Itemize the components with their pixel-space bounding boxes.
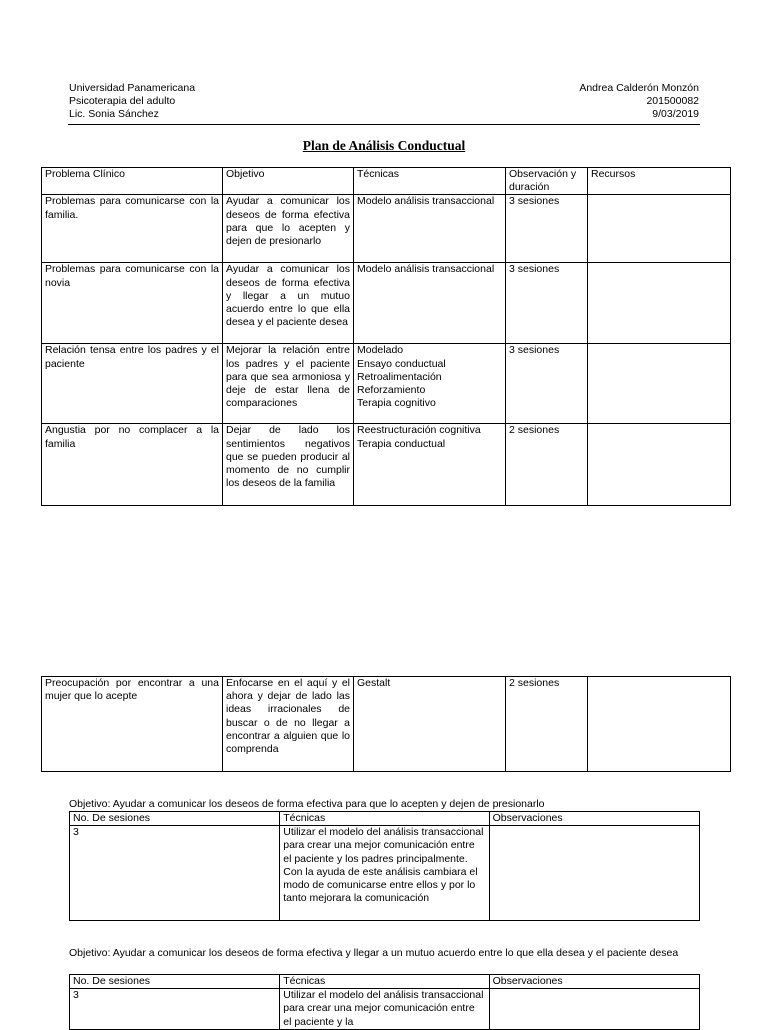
header-tecnicas: Técnicas	[280, 975, 489, 989]
header-divider	[68, 124, 700, 125]
cell-observaciones	[489, 989, 699, 1030]
cell-recursos	[588, 424, 731, 506]
objective-2: Objetivo: Ayudar a comunicar los deseos de forma efectiva y llegar a un mutuo acuerdo entre lo que ella desea y el paciente desea	[69, 947, 679, 959]
cell-observacion: 3 sesiones	[506, 344, 588, 424]
cell-sesiones: 3	[70, 989, 280, 1030]
cell-objetivo: Enfocarse en el aquí y el ahora y dejar de lado las ideas irracionales de buscar o de no llegar a encontrar a alguien que lo comprenda	[223, 677, 354, 772]
cell-tecnicas: Gestalt	[354, 677, 506, 772]
document-date: 9/03/2019	[652, 108, 699, 121]
objective-1-table	[69, 811, 700, 921]
page-title: Plan de Análisis Conductual	[302, 138, 466, 153]
table-header-row	[70, 812, 700, 826]
table-row	[42, 344, 731, 424]
header-right	[579, 82, 699, 122]
objective-2-table	[69, 974, 700, 1030]
table-row	[42, 195, 731, 263]
cell-problema: Preocupación por encontrar a una mujer que lo acepte	[42, 677, 223, 772]
cell-observacion: 3 sesiones	[506, 263, 588, 344]
header-observaciones: Observaciones	[489, 812, 699, 826]
table-row	[42, 263, 731, 344]
cell-tecnicas: Modelo análisis transaccional	[354, 263, 506, 344]
cell-tecnicas: Reestructuración cognitiva Terapia conductual	[354, 424, 506, 506]
plan-table	[41, 167, 731, 506]
cell-problema: Problemas para comunicarse con la familia.	[42, 195, 223, 263]
cell-tecnicas: Utilizar el modelo del análisis transaccional para crear una mejor comunicación entre el paciente y la	[280, 989, 489, 1030]
professor-name: Lic. Sonia Sánchez	[69, 108, 159, 121]
table-row	[70, 826, 700, 921]
cell-observaciones	[489, 826, 699, 921]
table-header-row	[42, 168, 731, 195]
cell-problema: Relación tensa entre los padres y el paciente	[42, 344, 223, 424]
cell-objetivo: Mejorar la relación entre los padres y el paciente para que sea armoniosa y deje de estar llena de comparaciones	[223, 344, 354, 424]
table-row	[42, 677, 731, 772]
header-sesiones: No. De sesiones	[70, 975, 280, 989]
header-observaciones: Observaciones	[489, 975, 699, 989]
header-tecnicas: Técnicas	[280, 812, 489, 826]
student-name: Andrea Calderón Monzón	[579, 82, 699, 94]
cell-recursos	[588, 195, 731, 263]
cell-recursos	[588, 263, 731, 344]
header-recursos: Recursos	[588, 168, 731, 195]
course-name: Psicoterapia del adulto	[69, 95, 176, 108]
objective-1: Objetivo: Ayudar a comunicar los deseos de forma efectiva para que lo acepten y dejen de presionarlo	[69, 798, 545, 810]
cell-recursos	[588, 344, 731, 424]
table-header-row	[70, 975, 700, 989]
cell-objetivo: Ayudar a comunicar los deseos de forma efectiva y llegar a un mutuo acuerdo entre lo que ella desea y el paciente desea	[223, 263, 354, 344]
cell-tecnicas: Modelo análisis transaccional	[354, 195, 506, 263]
header-tecnicas: Técnicas	[354, 168, 506, 195]
table-row	[70, 989, 700, 1030]
header-sesiones: No. De sesiones	[70, 812, 280, 826]
cell-problema: Angustia por no complacer a la familia	[42, 424, 223, 506]
student-id: 201500082	[646, 95, 699, 108]
university-name: Universidad Panamericana	[69, 82, 196, 94]
plan-table-continued	[41, 676, 731, 772]
cell-observacion: 3 sesiones	[506, 195, 588, 263]
header-problema: Problema Clínico	[42, 168, 223, 195]
cell-problema: Problemas para comunicarse con la novia	[42, 263, 223, 344]
cell-tecnicas: Modelado Ensayo conductual Retroalimentación Reforzamiento Terapia cognitivo	[354, 344, 506, 424]
header-objetivo: Objetivo	[223, 168, 354, 195]
cell-observacion: 2 sesiones	[506, 424, 588, 506]
cell-objetivo: Dejar de lado los sentimientos negativos que se pueden producir al momento de no cumplir los deseos de la familia	[223, 424, 354, 506]
header-observacion: Observación y duración	[506, 168, 588, 195]
cell-tecnicas: Utilizar el modelo del análisis transaccional para crear una mejor comunicación entre el paciente y los padres principalmente. Con la ayuda de este análisis cambiara el modo de comunicarse entre ellos y por lo tanto mejorara la comunicación	[280, 826, 489, 921]
cell-sesiones: 3	[70, 826, 280, 921]
table-row	[42, 424, 731, 506]
cell-objetivo: Ayudar a comunicar los deseos de forma efectiva para que lo acepten y dejen de presionarlo	[223, 195, 354, 263]
header-left	[69, 82, 195, 122]
cell-observacion: 2 sesiones	[506, 677, 588, 772]
cell-recursos	[588, 677, 731, 772]
